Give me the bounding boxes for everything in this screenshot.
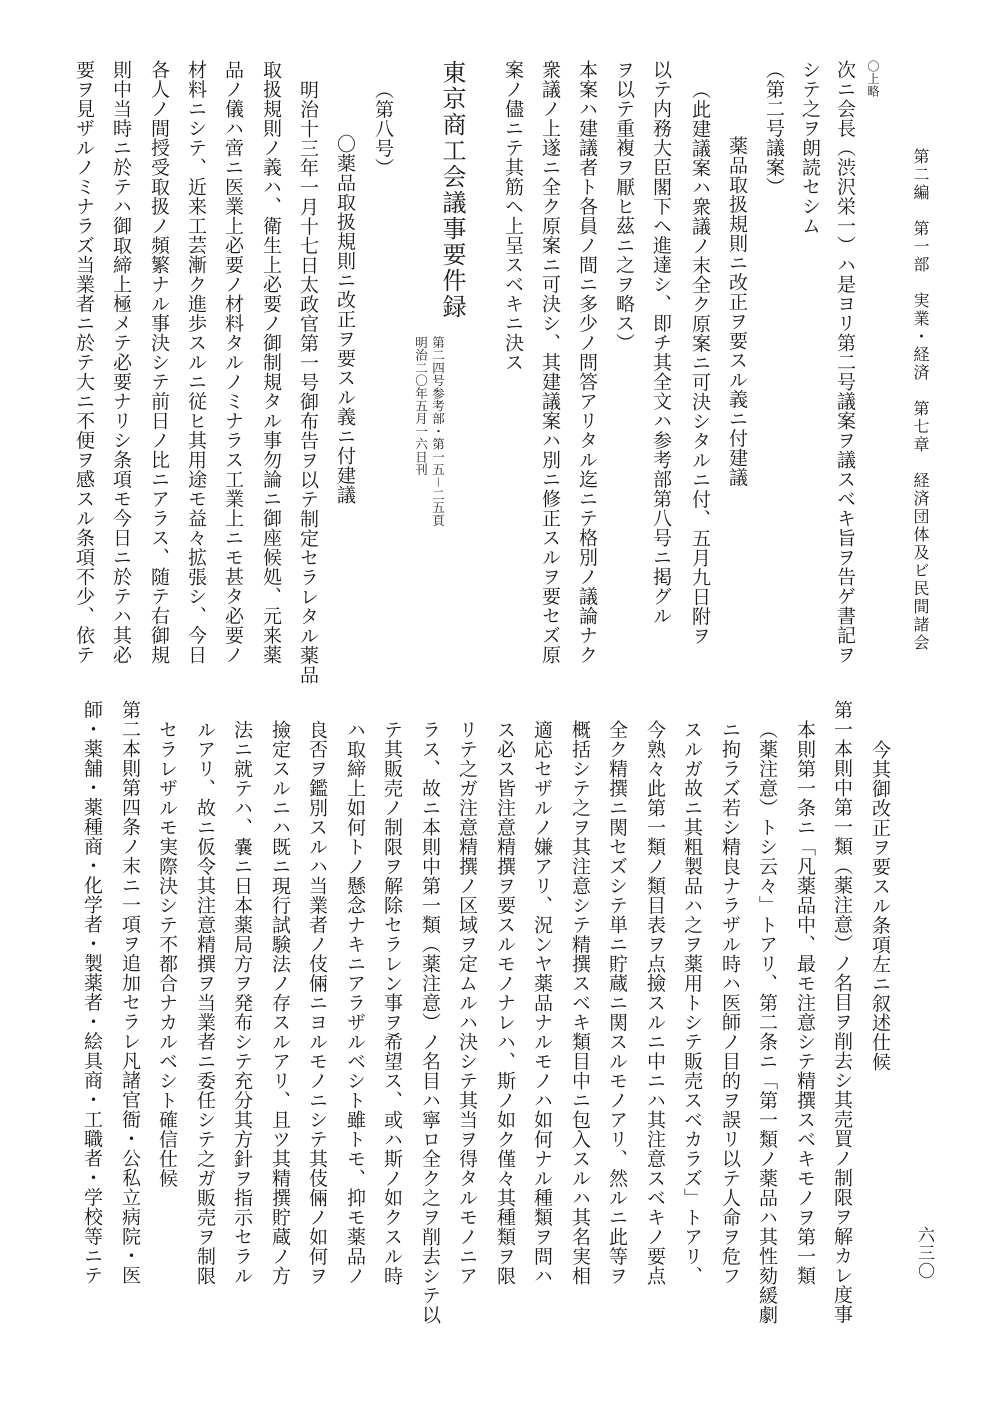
document-number: （第八号） <box>372 80 394 178</box>
lower-column-14: テ其販売ノ制限ヲ解除セラレン事ヲ希望ス、或ハ斯ノ如クスル時 <box>381 720 403 1286</box>
lower-column-22: 師・薬舗・薬種商・化学者・製薬者・絵具商・工職者・学校等ニテ <box>81 700 103 1285</box>
upper-column-13: 明治十三年一月十七日太政官第一号御布告ヲ以テ制定セラレタル薬品 <box>297 80 319 685</box>
lower-column-09: 概括シテ之ヲ其注意シテ精撰スベキ類目中ニ包入スルハ其名実相 <box>569 720 591 1286</box>
upper-column-06: 以テ内務大臣閣下ヘ進達シ、即チ其全文ハ参考部第八号ニ掲グル <box>650 60 672 626</box>
upper-column-08: 本案ハ建議者ト各員ノ間ニ多少ノ問答アリタル迄ニテ格別ノ議論ナク <box>576 60 598 665</box>
source-title: 東京商工会議事要件録 <box>438 60 466 320</box>
running-header: 第二編 第一部 実業・経済 第七章 経済団体及ビ民間諸会 <box>911 148 930 652</box>
upper-column-01: 次ニ会長（渋沢栄一）ハ是ヨリ第二号議案ヲ議スベキ旨ヲ告ゲ書記ヲ <box>834 60 856 665</box>
omission-mark: 〇上略 <box>866 60 880 98</box>
lower-column-10: 適応セザルノ嫌アリ、況ンヤ薬品ナルモノハ如何ナル種類ヲ問ハ <box>531 720 553 1286</box>
upper-column-14: 取扱規則ノ義ハ、衛生上必要ノ御制規タル事勿論ニ御座候処、元来薬 <box>260 60 282 665</box>
lower-column-11: ス必ス皆注意精撰ヲ要スルモノナレハ、斯ノ如ク僅々其種類ヲ限 <box>494 720 516 1286</box>
lower-column-02: 第一本則中第一類（薬注意）ノ名目ヲ削去シ其売買ノ制限ヲ解カレ度事 <box>831 700 853 1324</box>
lower-column-07: 今熟々此第一類ノ類目表ヲ点撿スルニ中ニハ其注意スベキノ要点 <box>644 720 666 1286</box>
source-reference-1: 第二四号参考部・第一五－二五頁 <box>430 336 446 527</box>
lower-column-21: 第二本則第四条ノ末ニ一項ヲ追加セラレ凡諸官衙・公私立病院・医 <box>119 700 141 1285</box>
lower-column-16: 良否ヲ鑑別スルハ当業者ノ伎倆ニヨルモノニシテ其伎倆ノ如何ヲ <box>306 720 328 1286</box>
upper-column-05: （此建議案ハ衆議ノ末全ク原案ニ可決シタルニ付、五月九日附ヲ <box>689 80 711 646</box>
upper-column-18: 則中当時ニ於テハ御取締上極メテ必要ナリシ条項モ今日ニ於テハ其必 <box>110 60 132 665</box>
upper-column-15: 品ノ儀ハ啻ニ医業上必要ノ材料タルノミナラス工業上ニモ甚タ必要ノ <box>222 60 244 665</box>
lower-column-12: リテ之ガ注意精撰ノ区域ヲ定ムルハ決シテ其当ヲ得タルモノニア <box>456 720 478 1286</box>
proposal-heading: 〇薬品取扱規則ニ改正ヲ要スル義ニ付建議 <box>334 134 356 505</box>
page-number: 六三〇 <box>914 1226 934 1280</box>
upper-column-16: 材料ニシテ、近来工芸漸ク進歩スルニ従ヒ其用途モ益々拡張シ、今日 <box>185 60 207 665</box>
upper-column-04: 薬品取扱規則ニ改正ヲ要スル義ニ付建議 <box>726 136 748 487</box>
source-reference-2: 明治二〇年五月一六日刊 <box>413 336 429 476</box>
upper-column-07: ヲ以テ重複ヲ厭ヒ茲ニ之ヲ略ス） <box>613 60 635 353</box>
lower-column-06: スルガ故ニ其粗製品ハ之ヲ薬用トシテ販売スベカラズ」トアリ、 <box>681 720 703 1286</box>
upper-column-03: （第二号議案） <box>763 60 785 197</box>
lower-column-19: ルアリ、故ニ仮令其注意精撰ヲ当業者ニ委任シテ之ガ販売ヲ制限 <box>194 720 216 1286</box>
lower-column-15: ハ取締上如何トノ懸念ナキニアラザルベシト雖トモ、抑モ薬品ノ <box>344 720 366 1286</box>
lower-column-03: 本則第一条ニ「凡薬品中、最モ注意シテ精撰スベキモノヲ第一類 <box>794 720 816 1286</box>
lower-column-04: （薬注意）トシ云々」トアリ、第二条ニ「第一類ノ薬品ハ其性劾緩劇 <box>756 720 778 1325</box>
upper-column-19: 要ヲ見ザルノミナラズ当業者ニ於テ大ニ不便ヲ感スル条項不少、依テ <box>73 60 95 665</box>
lower-column-13: ラス、故ニ本則中第一類（薬注意）ノ名目ハ寧ロ全ク之ヲ削去シテ以 <box>419 720 441 1325</box>
lower-column-18: 法ニ就テハ、嚢ニ日本薬局方ヲ発布シテ充分其方針ヲ指示セラル <box>231 720 253 1286</box>
lower-column-01: 今其御改正ヲ要スル条項左ニ叙述仕候 <box>869 740 891 1072</box>
upper-column-17: 各人ノ間授受取扱ノ頻繁ナル事決シテ前日ノ比ニアラス、随テ右御規 <box>148 60 170 665</box>
lower-column-08: 全ク精撰ニ関セズシテ単ニ貯蔵ニ関スルモノアリ、然ルニ此等ヲ <box>606 720 628 1286</box>
lower-column-05: ニ拘ラズ若シ精良ナラザル時ハ医師ノ目的ヲ誤リ以テ人命ヲ危フ <box>719 720 741 1286</box>
upper-column-02: シテ之ヲ朗読セシム <box>799 60 821 236</box>
upper-column-10: 案ノ儘ニテ其筋ヘ上呈スベキニ決ス <box>502 60 524 372</box>
lower-column-17: 撿定スルニハ既ニ現行試験法ノ存スルアリ、且ツ其精撰貯蔵ノ方 <box>269 720 291 1286</box>
upper-column-09: 衆議ノ上遂ニ全ク原案ニ可決シ、其建議案ハ別ニ修正スルヲ要セズ原 <box>539 60 561 665</box>
lower-column-20: セラレザルモ実際決シテ不都合ナカルベシト確信仕候 <box>156 720 178 1188</box>
